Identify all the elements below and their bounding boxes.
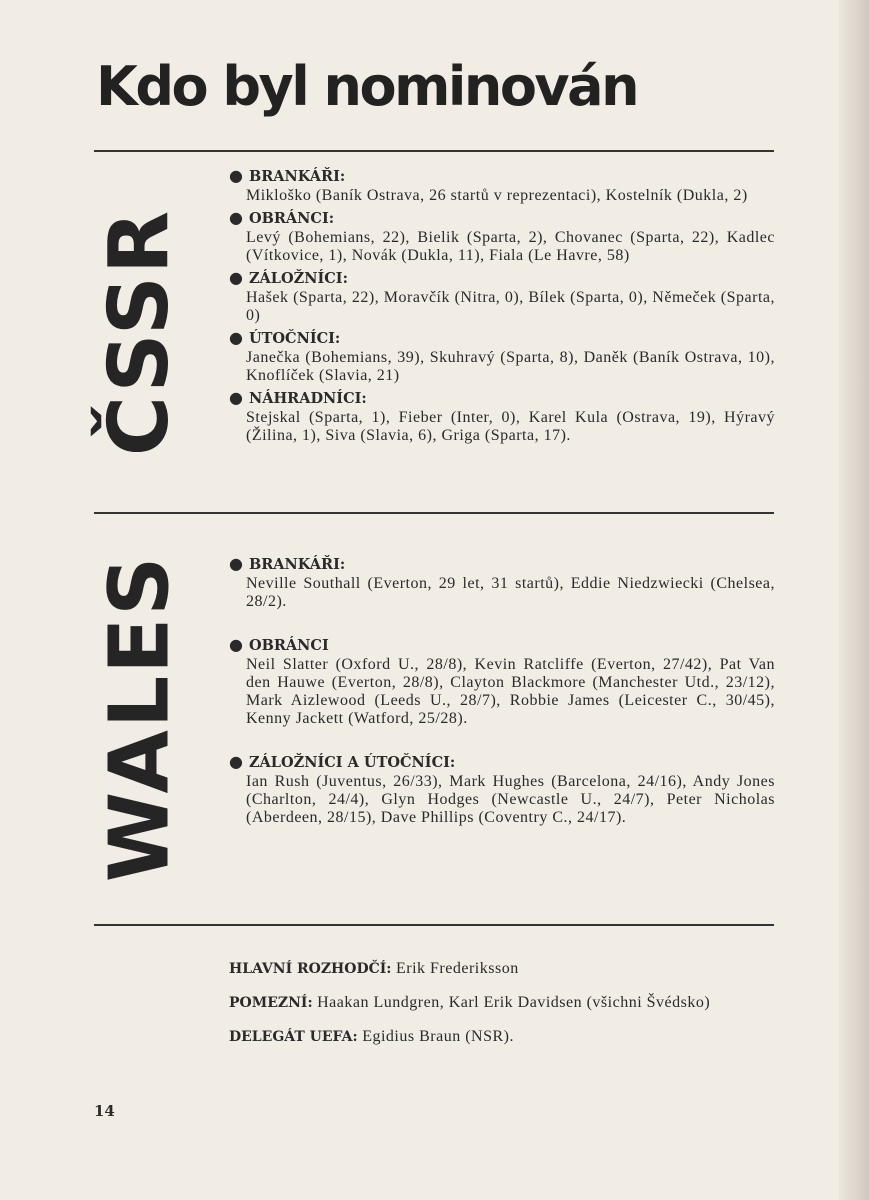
group-heading: ● ZÁLOŽNÍCI: (229, 268, 348, 287)
group-heading: ● ZÁLOŽNÍCI A ÚTOČNÍCI: (229, 752, 456, 771)
group-players: Neil Slatter (Oxford U., 28/8), Kevin Ratcliffe (Everton, 27/42), Pat Van den Hauwe (Everton, 28/8), Clayton Blackmore (Manchester Utd., 23/12), Mark Aizlewood (Leeds U., 28/7), Robbie James (Leicester C., 30/45), Kenny Jackett (Watford, 25/28). (246, 656, 775, 727)
official-value: Egidius Braun (NSR). (362, 1028, 514, 1045)
official-label: POMEZNÍ: (229, 995, 313, 1011)
divider-top (94, 150, 774, 152)
group-players: Mikloško (Baník Ostrava, 26 startů v reprezentaci), Kostelník (Dukla, 2) (246, 187, 748, 204)
wales-defenders (229, 635, 775, 728)
divider-bottom (94, 924, 774, 926)
team-label-wales: WALES (92, 554, 188, 882)
bullet-icon: ● (229, 752, 243, 771)
bullet-icon: ● (229, 328, 243, 347)
group-players: Janečka (Bohemians, 39), Skuhravý (Sparta, 8), Daněk (Baník Ostrava, 10), Knoflíček (Slavia, 21) (246, 349, 775, 384)
group-heading: ● OBRÁNCI (229, 635, 329, 654)
cssr-midfielders (229, 268, 775, 325)
official-value: Erik Frederiksson (395, 960, 519, 977)
official-label: DELEGÁT UEFA: (229, 1029, 358, 1045)
cssr-defenders (229, 208, 775, 265)
wales-midfielders-forwards (229, 752, 775, 827)
group-players: Neville Southall (Everton, 29 let, 31 startů), Eddie Niedzwiecki (Chelsea, 28/2). (246, 575, 775, 610)
divider-middle (94, 512, 774, 514)
group-heading: ● OBRÁNCI: (229, 208, 335, 227)
page-number: 14 (94, 1102, 115, 1120)
bullet-icon: ● (229, 635, 243, 654)
group-heading: ● BRANKÁŘI: (229, 554, 346, 573)
official-uefa-delegate (229, 1028, 775, 1046)
bullet-icon: ● (229, 166, 243, 185)
cssr-squad (229, 166, 775, 445)
team-label-cssr: ČSSR (92, 208, 188, 456)
group-heading: ● ÚTOČNÍCI: (229, 328, 341, 347)
page-edge (839, 0, 869, 1200)
cssr-substitutes (229, 388, 775, 445)
officials-list (229, 960, 775, 1046)
official-referee (229, 960, 775, 978)
group-players: Levý (Bohemians, 22), Bielik (Sparta, 2), Chovanec (Sparta, 22), Kadlec (Vítkovice, 1), Novák (Dukla, 11), Fiala (Le Havre, 58) (246, 229, 775, 264)
group-players: Stejskal (Sparta, 1), Fieber (Inter, 0), Karel Kula (Ostrava, 19), Hýravý (Žilina, 1), Siva (Slavia, 6), Griga (Sparta, 17). (246, 409, 775, 444)
cssr-forwards (229, 328, 775, 385)
bullet-icon: ● (229, 268, 243, 287)
bullet-icon: ● (229, 208, 243, 227)
official-label: HLAVNÍ ROZHODČÍ: (229, 961, 392, 977)
bullet-icon: ● (229, 554, 243, 573)
official-linesmen (229, 994, 775, 1012)
group-heading: ● BRANKÁŘI: (229, 166, 346, 185)
group-players: Ian Rush (Juventus, 26/33), Mark Hughes (Barcelona, 24/16), Andy Jones (Charlton, 24/4), Glyn Hodges (Newcastle U., 24/7), Peter Nicholas (Aberdeen, 28/15), Dave Phillips (Coventry C., 24/17). (246, 773, 775, 826)
bullet-icon: ● (229, 388, 243, 407)
official-value: Haakan Lundgren, Karl Erik Davidsen (všichni Švédsko) (317, 994, 711, 1011)
page-title: Kdo byl nominován (96, 55, 638, 118)
wales-squad (229, 554, 775, 827)
group-heading: ● NÁHRADNÍCI: (229, 388, 367, 407)
wales-goalkeepers (229, 554, 775, 611)
cssr-goalkeepers (229, 166, 775, 205)
group-players: Hašek (Sparta, 22), Moravčík (Nitra, 0), Bílek (Sparta, 0), Němeček (Sparta, 0) (246, 289, 775, 324)
